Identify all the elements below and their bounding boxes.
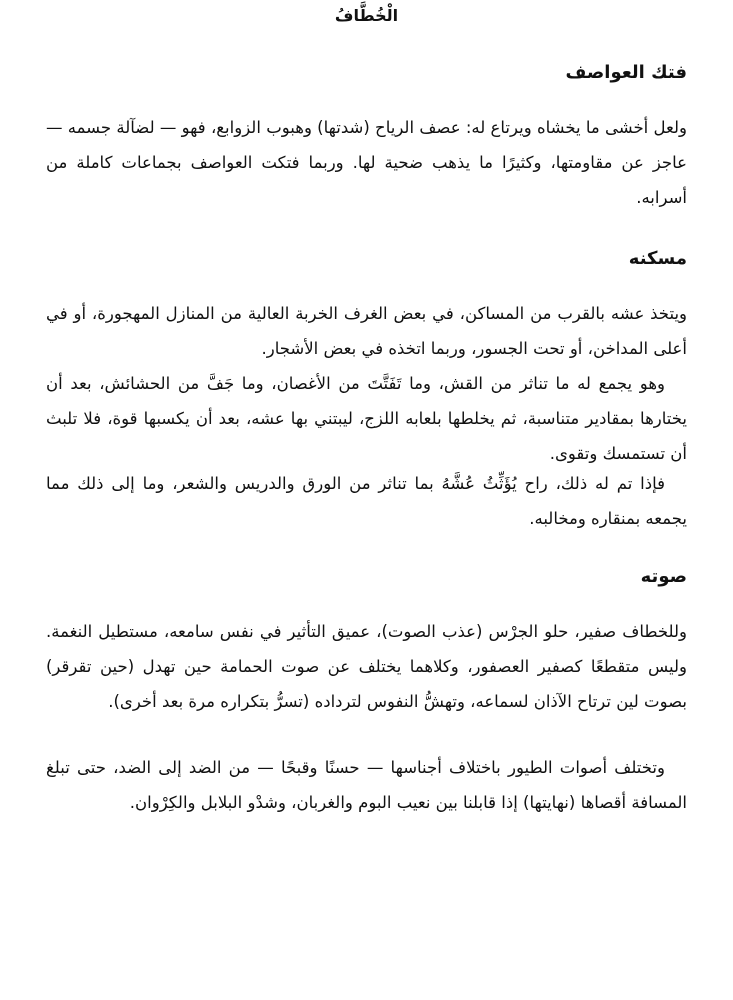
running-title: الْخُطَّافُ <box>334 6 399 25</box>
paragraph-voice-comparison: وتختلف أصوات الطيور باختلاف أجناسها — حسنًا وقبحًا — من الضد إلى الضد، حتى تبلغ المسافة أقصاها (نهايتها) إذا قابلنا بين نعيب البوم والغربان، وشدْو البلابل والكِرْوان. <box>46 758 687 812</box>
paragraph-nest-building: وهو يجمع له ما تناثر من القش، وما تَفَتَّتَ من الأغصان، وما جَفَّ من الحشائش، بعد أن يختارها بمقادير متناسبة، ثم يخلطها بلعابه اللزج، ليبتني بها عشه، بعد أن يكسبها قوة، فلا تلبث أن تستمسك وتقوى. <box>46 374 687 463</box>
document-page <box>46 0 687 1000</box>
paragraph-nest-location: ويتخذ عشه بالقرب من المساكن، في بعض الغرف الخربة العالية من المنازل المهجورة، أو في أعلى المداخن، أو تحت الجسور، وربما اتخذه في بعض الأشجار. <box>46 304 687 358</box>
section-heading-nest: مسكنه <box>628 248 687 269</box>
paragraph-nest-furnishing: فإذا تم له ذلك، راح يُؤَثِّثُ عُشَّهُ بما تناثر من الورق والدريس والشعر، وما إلى ذلك مما يجمعه بمنقاره ومخالبه. <box>46 474 687 528</box>
paragraph-voice-whistle: وللخطاف صفير، حلو الجرْس (عذب الصوت)، عميق التأثير في نفس سامعه، مستطيل النغمة. وليس متقطعًا كصفير العصفور، وكلاهما يختلف عن صوت الحمامة حين تهدل (حين تقرقر) بصوت لين ترتاح الآذان لسماعه، وتهشُّ النفوس لترداده (تسرُّ بتكراره مرة بعد أخرى). <box>46 622 687 711</box>
section-heading-storms: فتك العواصف <box>565 62 687 83</box>
paragraph-storms: ولعل أخشى ما يخشاه ويرتاع له: عصف الرياح (شدتها) وهبوب الزوابع، فهو — لضآلة جسمه — عاجز عن مقاومتها، وكثيرًا ما يذهب ضحية لها. وربما فتكت العواصف بجماعات كاملة من أسرابه. <box>46 118 687 207</box>
section-heading-voice: صوته <box>640 566 687 587</box>
